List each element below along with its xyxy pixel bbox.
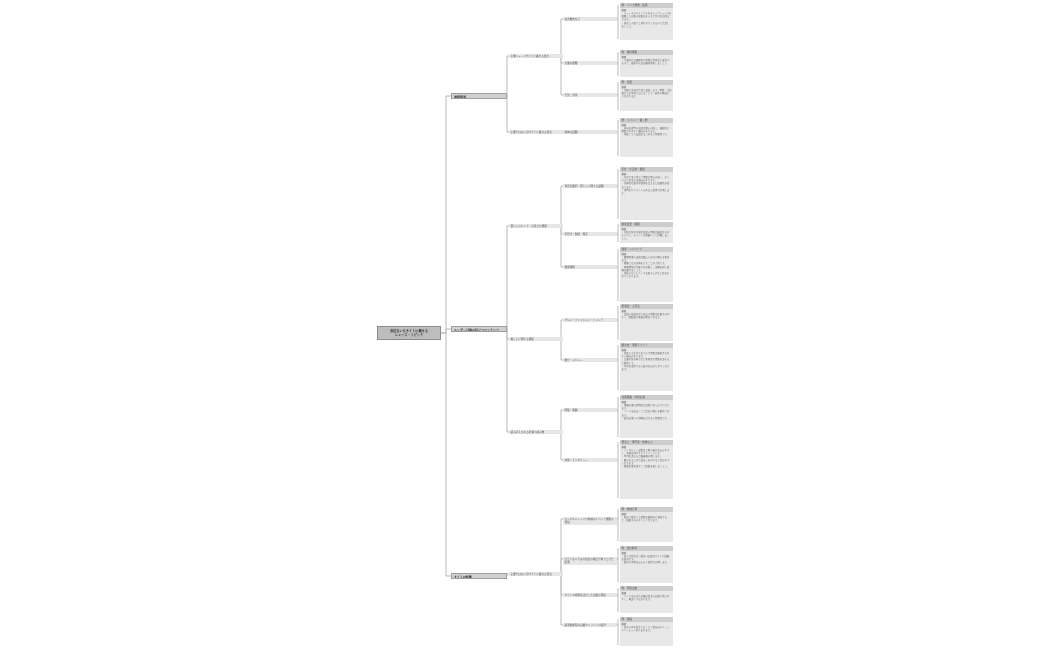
mindmap-root-node[interactable]: 身近ないもサイトに載せる ニュース・トピック — [377, 326, 441, 340]
topic-node[interactable]: 交通の影響 — [563, 61, 617, 65]
topic-card-body: 概要 ・天候の急変は生活に直結します。警報・注意報などを早めに伝えることで、被害の軽減につながります。 — [620, 85, 673, 111]
group-node[interactable]: 暮らしのヒント・お役立ち情報 — [509, 224, 563, 228]
topic-node[interactable]: サイトならではの独自の視点で取り上げた記事 — [563, 557, 617, 565]
topic-node[interactable]: ローカルニュースや地域のイベント情報の発信 — [563, 517, 617, 525]
topic-card-title: 観光地・季節イベント — [620, 343, 673, 348]
topic-card-title: 例：独自取材 — [620, 546, 673, 551]
topic-card-title: 例：イベント・催し物 — [620, 118, 673, 123]
topic-card-body: 概要 ・連載記事は定期的な訪問のきっかけになります。 ・テーマを絞ることで読者の関心を維持できます。 ・過去記事への導線を設けると効果的です。 — [620, 400, 673, 438]
topic-card-title: 新商品・人気店 — [620, 304, 673, 309]
topic-card-body: 概要 ・ニュースのメインでもあるトップニュースを掲載した記事の総数が多いほど注目度が高まります。 ・見出しが長いと切れやすくなるので注意しましょう。 — [620, 8, 673, 40]
topic-node[interactable]: 社会動向など — [563, 17, 617, 21]
topic-card-title: 例：地域行事 — [620, 507, 673, 512]
topic-card-body: 概要 ・読者の声を紹介することで双方向のコミュニケーションが生まれます。 — [620, 622, 673, 646]
topic-card-body: 概要 ・日常生活に役立つ情報は関心が高く、多くの人に読まれる傾向があります。 ・具体的な数字や事例を交えると信頼性が高まります。 ・専門家のコメントがあると説得力が増します。 — [620, 172, 673, 220]
topic-card-body: 概要 ・インタビュー記事は人物の魅力を伝えやすく、共感を得やすいコンテンツです。 ・写真を添えると臨場感が増します。 ・要点をまとめた見出しを付けると読みやすくなります。 ・関連記事を紹介して回遊を促しましょう。 — [620, 445, 673, 499]
group-node[interactable]: 楽しいに関する情報 — [509, 337, 563, 341]
topic-card-body: 概要 ・他では読めない独自の記事はサイトの価値を高めます。 ・取材の背景を伝えると説得力が増します。 — [620, 551, 673, 583]
group-node[interactable]: 主要ニュースサイトに載せる見出 — [509, 54, 563, 58]
topic-card-title: 例：特集企画 — [620, 586, 673, 591]
category-node[interactable]: ユーザー目線の役立つコンテンツ — [451, 326, 507, 332]
topic-node[interactable]: サイトの特徴を活かした企画の発信 — [563, 593, 617, 597]
topic-card-title: 例：台風 — [620, 80, 673, 85]
topic-node[interactable]: 天気・気象 — [563, 93, 617, 97]
topic-card-title: 長期連載・特別企画 — [620, 395, 673, 400]
topic-card-title: 例：コロナ関連、経済 — [620, 3, 673, 8]
topic-node[interactable]: 地域の話題 — [563, 130, 617, 134]
group-node[interactable]: 主要ではないがサイトに載せる見出 — [509, 130, 563, 134]
topic-card-body: 概要 ・突発的な交通障害の情報は利用者に直結するので、最新の状況を随時更新しましょう。 — [620, 55, 673, 77]
group-node[interactable]: 読み応えのある記事や読み物 — [509, 430, 563, 434]
topic-card-body: 概要 ・季節に合わせたおでかけ情報は検索されやすい傾向があります。 ・交通手段や料金など実用的な情報を添えると便利です。 ・写真を活用すると魅力が伝わりやすくなります。 — [620, 348, 673, 391]
topic-card-title: 家計・生活費・健康 — [620, 167, 673, 172]
topic-node[interactable]: グルメ・ファッション・トレンド — [563, 318, 617, 322]
topic-card-title: 例：投稿 — [620, 617, 673, 622]
topic-card-title: 例：事故情報 — [620, 50, 673, 55]
topic-node[interactable]: 対談・インタビュー — [563, 458, 617, 462]
topic-card-body: 概要 ・健康関連の話題は幅広い世代の関心を集めます。 ・根拠となる出典を示すことが大切です。 ・医療情報は正確さを重視し、誤解を招く表現を避けましょう。 ・季節に応じたテーマを取り上げると読まれやすくなります。 — [620, 252, 673, 302]
group-node[interactable]: 主要ではないがサイトに載せる見出 — [509, 572, 563, 576]
topic-node[interactable]: 読者参加型の企画やコメントの紹介 — [563, 623, 617, 627]
topic-node[interactable]: 健康情報 — [563, 265, 617, 269]
topic-card-body: 概要 ・地域に根ざした情報を継続的に発信すると、信頼されるサイトになります。 — [620, 512, 673, 542]
topic-card-title: 著名人・専門家・地域の人 — [620, 440, 673, 445]
topic-node[interactable]: 旅行・レジャー — [563, 358, 617, 362]
category-node[interactable]: サイトの特徴 — [451, 573, 507, 579]
topic-node[interactable]: 特集・連載 — [563, 408, 617, 412]
topic-card-body: 概要 ・地域密着型の話題は関心が高く、継続的に閲覧されやすい傾向があります。 ・季節ごとの話題をまとめると効果的です。 — [620, 123, 673, 157]
topic-card-body: 概要 ・行政手続きや制度変更の情報は確認されやすいので、ポイントを明確にして掲載しましょう。 — [620, 227, 673, 243]
topic-card-title: 制度変更・期限 — [620, 222, 673, 227]
topic-card-body: 概要 ・テーマを決めた企画は読者の記憶に残りやすく、再訪につながります。 — [620, 591, 673, 613]
topic-node[interactable]: 身近な節約・暮らしに関する話題 — [563, 184, 617, 188]
topic-card-body: 概要 ・話題の新商品や人気店の情報は拡散されやすく、閲覧数の増加が期待できます。 — [620, 309, 673, 341]
topic-node[interactable]: 手続き・制度・規定 — [563, 232, 617, 236]
category-node[interactable]: 速報報道 — [451, 93, 507, 99]
topic-card-title: 健康・ヘルスケア — [620, 247, 673, 252]
